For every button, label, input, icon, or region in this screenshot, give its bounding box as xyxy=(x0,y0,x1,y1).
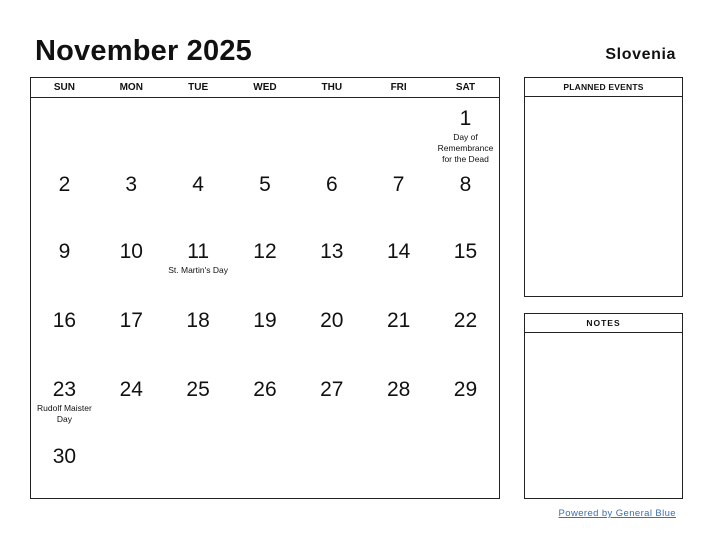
day-number: 18 xyxy=(186,309,210,332)
day-cell xyxy=(165,98,232,164)
day-number: 8 xyxy=(459,173,472,196)
day-number xyxy=(31,98,98,106)
powered-by-link[interactable]: Powered by General Blue xyxy=(558,508,676,519)
day-number: 10 xyxy=(119,240,143,263)
weekday-mon: MON xyxy=(119,82,143,93)
day-number: 27 xyxy=(320,378,344,401)
day-cell xyxy=(432,300,499,369)
day-cell xyxy=(31,300,98,369)
day-number: 28 xyxy=(386,378,411,401)
day-cell xyxy=(298,98,365,164)
day-number: 23 xyxy=(52,378,77,401)
week-row xyxy=(31,98,499,164)
day-number: 6 xyxy=(325,173,338,196)
notes-header: NOTES xyxy=(525,314,682,333)
day-number: 30 xyxy=(52,445,77,468)
day-cell xyxy=(98,436,165,502)
week-row xyxy=(31,436,499,502)
day-number xyxy=(98,98,165,106)
day-number: 16 xyxy=(52,309,77,332)
day-cell xyxy=(365,436,432,502)
day-number xyxy=(432,436,499,444)
weekday-fri: FRI xyxy=(390,82,407,93)
day-number: 9 xyxy=(58,240,71,263)
holiday-label: Day of Remembrance for the Dead xyxy=(437,132,494,164)
day-number: 11 xyxy=(187,240,210,263)
day-cell xyxy=(31,231,98,300)
day-cell xyxy=(432,164,499,231)
day-cell xyxy=(232,98,299,164)
week-row xyxy=(31,164,499,231)
day-number xyxy=(165,98,232,106)
day-number: 19 xyxy=(253,309,277,332)
day-cell xyxy=(165,300,232,369)
day-cell xyxy=(98,231,165,300)
day-number: 26 xyxy=(253,378,277,401)
day-cell xyxy=(165,436,232,502)
day-cell xyxy=(298,231,365,300)
day-cell xyxy=(31,436,98,502)
day-cell xyxy=(232,436,299,502)
day-number: 7 xyxy=(392,173,405,196)
day-cell xyxy=(98,164,165,231)
day-number: 20 xyxy=(320,309,344,332)
day-number: 13 xyxy=(320,240,344,263)
day-number xyxy=(232,436,299,444)
week-row xyxy=(31,231,499,300)
day-cell xyxy=(31,98,98,164)
day-cell xyxy=(98,98,165,164)
day-cell xyxy=(365,300,432,369)
day-cell xyxy=(232,369,299,436)
day-cell xyxy=(165,164,232,231)
day-number: 22 xyxy=(453,309,478,332)
day-number: 2 xyxy=(58,173,71,196)
day-cell xyxy=(298,300,365,369)
day-number: 5 xyxy=(259,173,271,196)
day-number xyxy=(298,98,365,106)
day-cell xyxy=(365,369,432,436)
day-number xyxy=(165,436,232,444)
day-number: 12 xyxy=(253,240,277,263)
day-number: 29 xyxy=(453,378,478,401)
day-number: 4 xyxy=(192,173,204,196)
calendar-days xyxy=(31,98,499,502)
day-number: 1 xyxy=(459,107,472,130)
day-cell xyxy=(232,231,299,300)
day-cell xyxy=(365,164,432,231)
day-number xyxy=(298,436,365,444)
day-cell xyxy=(232,164,299,231)
calendar-grid xyxy=(30,77,500,499)
day-number: 14 xyxy=(386,240,411,263)
day-cell xyxy=(432,436,499,502)
day-cell xyxy=(298,369,365,436)
notes-box xyxy=(524,313,683,499)
weekday-tue: TUE xyxy=(188,82,209,93)
day-cell xyxy=(165,369,232,436)
day-cell xyxy=(432,231,499,300)
day-cell xyxy=(165,231,232,300)
day-cell xyxy=(365,231,432,300)
day-cell xyxy=(98,300,165,369)
day-cell xyxy=(432,98,499,164)
week-row xyxy=(31,300,499,369)
day-number: 3 xyxy=(125,173,138,196)
country-label: Slovenia xyxy=(605,46,676,63)
holiday-label: St. Martin's Day xyxy=(168,265,228,275)
day-cell xyxy=(298,164,365,231)
day-number xyxy=(232,98,299,106)
day-cell xyxy=(432,369,499,436)
weekday-header-row xyxy=(31,78,499,98)
day-cell xyxy=(98,369,165,436)
planned-events-header: PLANNED EVENTS xyxy=(525,78,682,97)
weekday-sat: SAT xyxy=(455,82,476,93)
planned-events-box xyxy=(524,77,683,297)
day-number: 25 xyxy=(186,378,210,401)
day-number: 21 xyxy=(386,309,411,332)
day-cell xyxy=(31,369,98,436)
day-number xyxy=(365,436,432,444)
day-cell xyxy=(31,164,98,231)
day-number: 17 xyxy=(119,309,143,332)
day-cell xyxy=(365,98,432,164)
weekday-thu: THU xyxy=(321,82,343,93)
day-cell xyxy=(298,436,365,502)
week-row xyxy=(31,369,499,436)
day-number: 15 xyxy=(453,240,478,263)
day-cell xyxy=(232,300,299,369)
day-number xyxy=(365,98,432,106)
weekday-sun: SUN xyxy=(53,82,75,93)
holiday-label: Rudolf Maister Day xyxy=(37,403,92,424)
day-number: 24 xyxy=(119,378,143,401)
page-title: November 2025 xyxy=(35,35,252,67)
weekday-wed: WED xyxy=(253,82,277,93)
day-number xyxy=(98,436,165,444)
